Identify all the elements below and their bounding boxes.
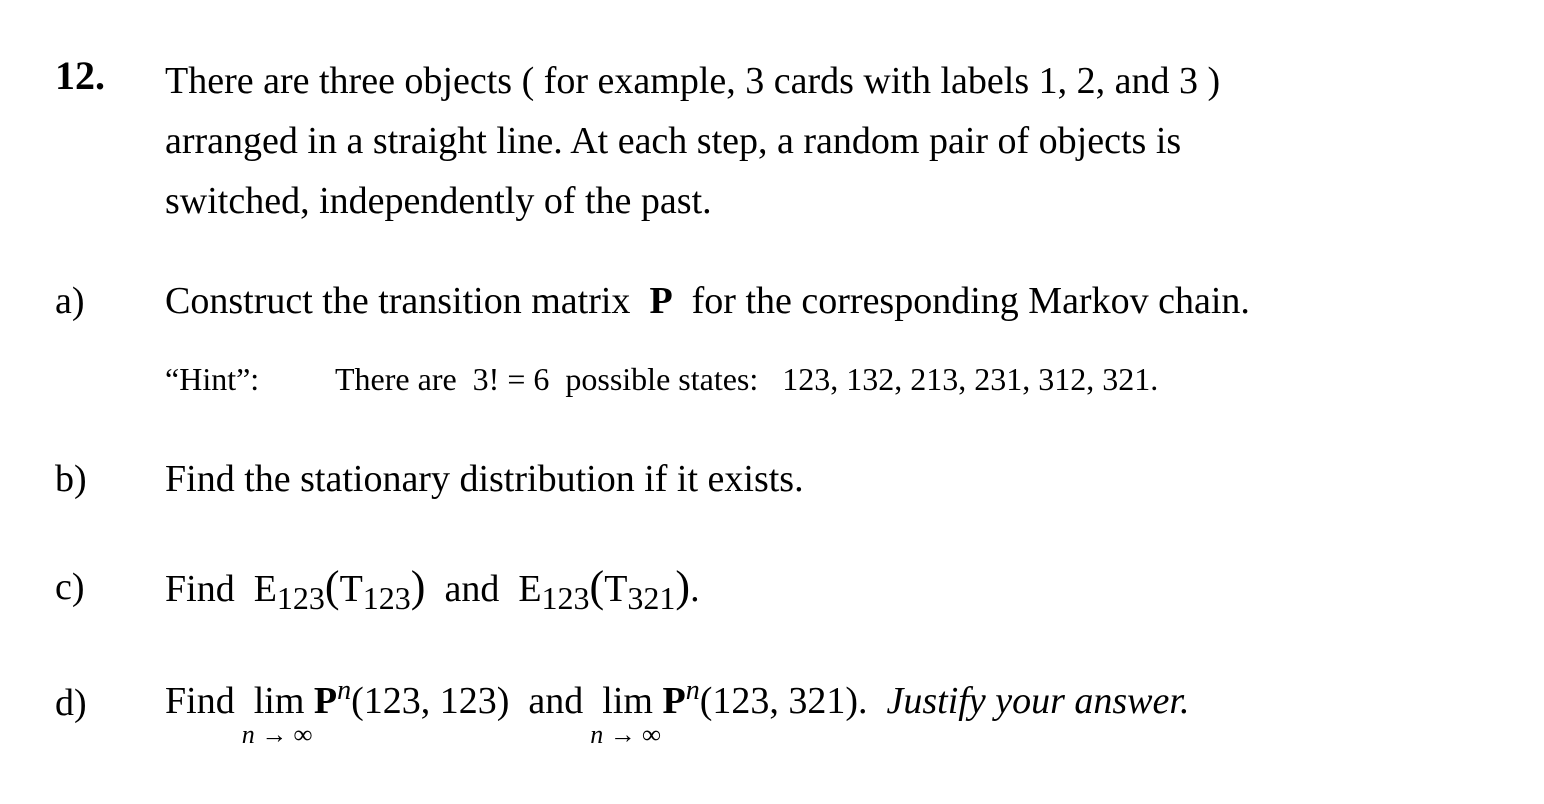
part-a-text-before: Construct the transition matrix <box>165 280 631 322</box>
part-d-question <box>165 675 1190 749</box>
limit-1-subscript: n → ∞ <box>241 720 313 749</box>
limit-1-word: lim <box>253 680 305 722</box>
part-c-and: and <box>444 568 500 610</box>
part-b-label: b) <box>55 458 87 500</box>
part-a-label: a) <box>55 280 85 322</box>
intro-line-2: arranged in a straight line. At each step, a random pair of objects is <box>165 120 1182 162</box>
hitting-time-symbol-1: T <box>339 568 363 610</box>
expectation-subscript-1: 123 <box>276 580 325 616</box>
limit-2 <box>590 680 661 749</box>
expectation-subscript-2: 123 <box>541 580 590 616</box>
limit-1-argument: (123, 123) <box>351 680 510 722</box>
matrix-power-exponent-2: n <box>685 675 700 706</box>
part-a-text-after: for the corresponding Markov chain. <box>691 280 1250 322</box>
intro-line-3: switched, independently of the past. <box>165 180 712 222</box>
part-b-question: Find the stationary distribution if it exists. <box>165 458 804 500</box>
matrix-power-symbol-1: P <box>313 680 338 722</box>
hint-states: 123, 132, 213, 231, 312, 321. <box>782 361 1159 397</box>
limit-2-word: lim <box>602 680 653 722</box>
hint-math: 3! = 6 <box>472 361 550 397</box>
limit-2-argument: (123, 321). <box>699 680 868 722</box>
limit-2-subscript: n → ∞ <box>590 720 661 749</box>
hitting-time-symbol-2: T <box>604 568 628 610</box>
part-c-question: Find $E_{123}(T_{123})$ and $E_{123}(T_{321})$. <box>165 562 700 616</box>
limit-1 <box>241 680 313 749</box>
problem-number: 12. <box>55 53 105 98</box>
matrix-power-symbol-2: P <box>662 680 686 722</box>
hitting-time-subscript-1: 123 <box>362 580 411 616</box>
justify-instruction: Justify your answer. <box>886 680 1190 722</box>
expectation-symbol-1: E <box>253 568 277 610</box>
matrix-power-exponent-1: n <box>337 675 352 706</box>
part-d-and: and <box>528 680 584 722</box>
part-d-label: d) <box>55 682 87 724</box>
hint-label: “Hint”: <box>165 361 260 397</box>
part-d-find: Find <box>165 680 235 722</box>
hint-text-2: possible states: <box>565 361 759 397</box>
hint-body <box>335 363 1158 395</box>
hint-text-1: There are <box>335 361 457 397</box>
intro-line-1: There are three objects ( for example, 3 cards with labels 1, 2, and 3 ) <box>165 60 1221 102</box>
hitting-time-subscript-2: 321 <box>627 580 676 616</box>
part-c-find: Find <box>165 568 235 610</box>
expectation-symbol-2: E <box>518 568 542 610</box>
part-c-label: c) <box>55 566 85 608</box>
part-a-question <box>165 282 1250 320</box>
matrix-symbol: P <box>649 280 673 322</box>
